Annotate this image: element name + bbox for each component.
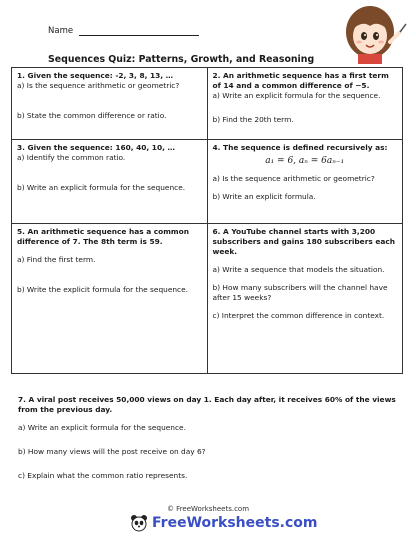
cartoon-girl-illustration xyxy=(330,2,410,64)
quiz-table xyxy=(11,67,403,374)
question-1-part-a: a) Is the sequence arithmetic or geometric? xyxy=(17,81,180,90)
question-3-part-b: b) Write an explicit formula for the sequence. xyxy=(17,183,186,192)
question-5-part-a: a) Find the first term. xyxy=(17,255,96,264)
panda-icon xyxy=(130,514,148,532)
question-3-part-a: a) Identify the common ratio. xyxy=(17,153,126,162)
question-1-cell xyxy=(12,68,208,140)
question-1-part-b: b) State the common difference or ratio. xyxy=(17,111,167,120)
question-1-prompt: 1. Given the sequence: -2, 3, 8, 13, … xyxy=(17,71,174,80)
question-6-part-a: a) Write a sequence that models the situation. xyxy=(212,265,385,274)
question-4-formula: a₁ = 6, aₙ = 6aₙ₋₁ xyxy=(265,156,345,166)
question-7-prompt: 7. A viral post receives 50,000 views on day 1. Each day after, it receives 60% of the views from the previous day. xyxy=(18,395,396,414)
question-5-prompt: 5. An arithmetic sequence has a common difference of 7. The 8th term is 59. xyxy=(17,227,189,246)
table-row xyxy=(12,224,403,374)
question-4-cell xyxy=(207,140,403,224)
worksheet-title: Sequences Quiz: Patterns, Growth, and Reasoning xyxy=(48,54,315,65)
question-7-part-b: b) How many views will the post receive on day 6? xyxy=(18,447,206,456)
question-3-cell xyxy=(12,140,208,224)
footer-copyright: © FreeWorksheets.com xyxy=(166,505,250,513)
question-3-prompt: 3. Given the sequence: 160, 40, 10, … xyxy=(17,143,175,152)
table-row xyxy=(12,68,403,140)
brand-name: FreeWorksheets.com xyxy=(152,515,318,531)
footer-logo xyxy=(130,514,317,532)
question-7-part-c: c) Explain what the common ratio represents. xyxy=(18,471,188,480)
question-5-part-b: b) Write the explicit formula for the sequence. xyxy=(17,285,189,294)
question-6-cell xyxy=(207,224,403,374)
question-2-prompt: 2. An arithmetic sequence has a first term of 14 and a common difference of −5. xyxy=(212,71,389,90)
table-row xyxy=(12,140,403,224)
question-2-cell xyxy=(207,68,403,140)
name-line xyxy=(79,26,199,36)
question-6-part-c: c) Interpret the common difference in context. xyxy=(212,311,385,320)
question-7 xyxy=(18,395,403,481)
question-6-prompt: 6. A YouTube channel starts with 3,200 subscribers and gains 180 subscribers each week. xyxy=(212,227,395,256)
question-6-part-b: b) How many subscribers will the channel have after 15 weeks? xyxy=(212,283,388,302)
question-4-part-b: b) Write an explicit formula. xyxy=(212,192,316,201)
question-5-cell xyxy=(12,224,208,374)
question-4-prompt: 4. The sequence is defined recursively as: xyxy=(212,143,388,152)
question-4-part-a: a) Is the sequence arithmetic or geometric? xyxy=(212,174,375,183)
name-row xyxy=(48,26,199,36)
question-2-part-a: a) Write an explicit formula for the sequence. xyxy=(212,91,381,100)
question-2-part-b: b) Find the 20th term. xyxy=(212,115,294,124)
name-label: Name xyxy=(48,26,74,36)
question-7-part-a: a) Write an explicit formula for the sequence. xyxy=(18,423,186,432)
